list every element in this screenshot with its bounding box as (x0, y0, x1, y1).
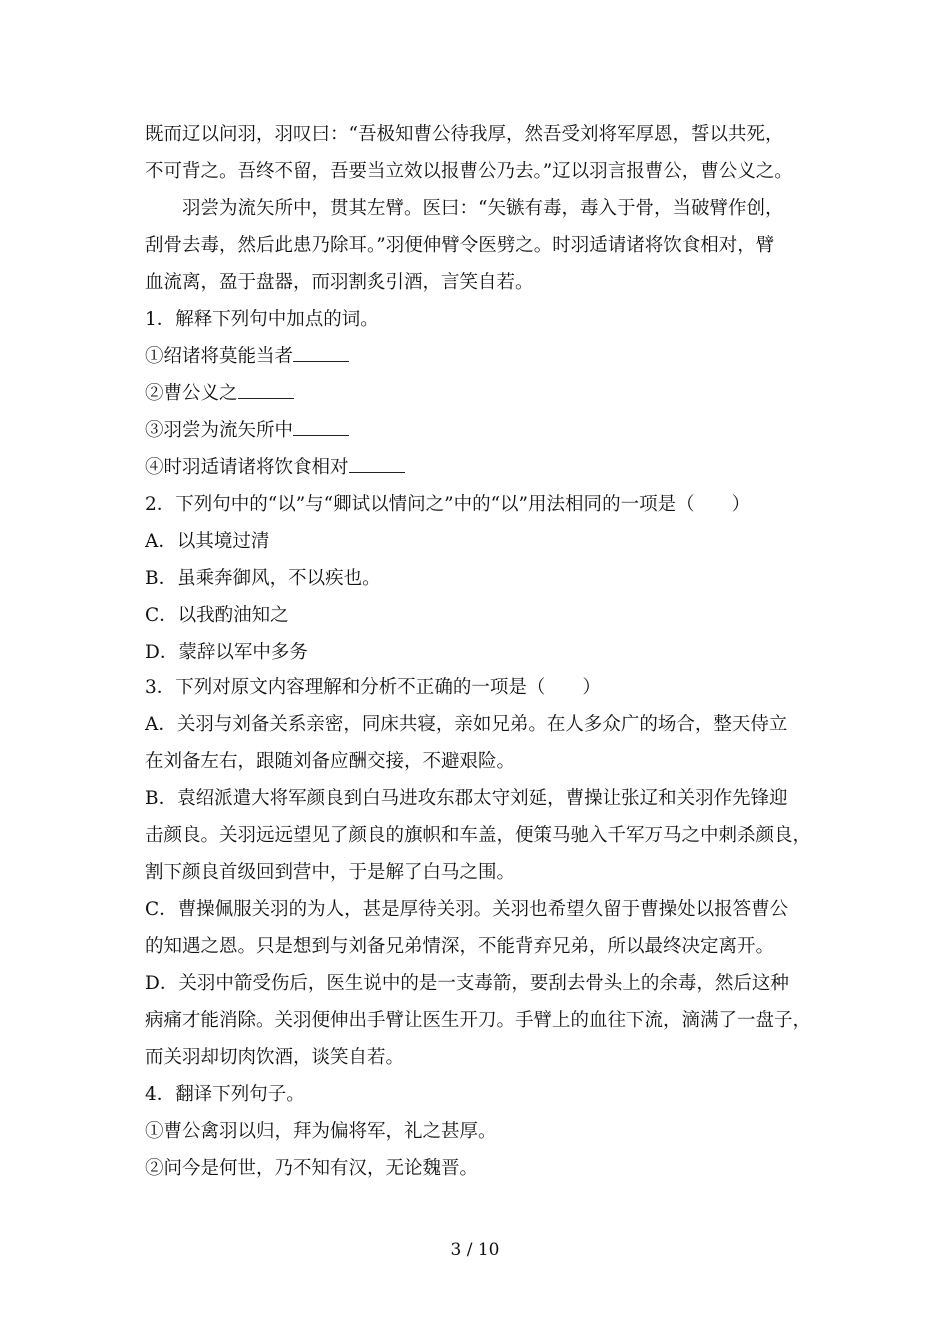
dotted-word: 确 (434, 669, 453, 706)
item-text: 者 (274, 346, 294, 367)
item-text: 流矢所中 (219, 420, 294, 441)
translate-sentence-2: ②问今是何世，乃不知有汉，无论魏晋。 (145, 1158, 479, 1179)
option-c: C．以我酌油知之 (145, 605, 289, 626)
dotted-word: 为 (201, 412, 220, 449)
option-a-continued: 在刘备左右，跟随刘备应酬交接，不避艰险。 (145, 751, 516, 772)
question-text: 3．下列对原文内容理解和分析 (145, 677, 398, 698)
dotted-word: 相 (565, 486, 584, 523)
question-text: 的一项是（ ） (452, 677, 601, 698)
question-text: 的一项是（ ） (602, 494, 751, 515)
translate-sentence-1: ①曹公禽羽以归，拜为偏将军，礼之甚厚。 (145, 1121, 497, 1142)
option-b-continued: 割下颜良首级回到营中，于是解了白马之围。 (145, 862, 516, 883)
item-text: 之 (219, 383, 238, 404)
dotted-word: 同 (584, 486, 603, 523)
item-text: ③羽尝 (145, 420, 201, 441)
question-1-item-2 (145, 375, 813, 412)
dotted-word: 不 (397, 669, 416, 706)
question-3-title (145, 669, 813, 706)
passage-line: 刮骨去毒，然后此患乃除耳。”羽便伸臂令医劈之。时羽适请诸将饮食相对，臂 (145, 235, 775, 256)
answer-blank[interactable] (293, 339, 349, 362)
passage-line: 羽尝为流矢所中，贯其左臂。医曰：“矢镞有毒，毒入于骨，当破臂作创， (182, 198, 784, 219)
passage-line: 血流离，盈于盘器，而羽割炙引酒，言笑自若。 (145, 272, 534, 293)
option-d-continued: 病痛才能消除。关羽便伸出手臂让医生开刀。手臂上的血往下流，滴满了一盘子， (145, 1010, 812, 1031)
passage-line: 既而辽以问羽，羽叹曰：“吾极知曹公待我厚，然吾受刘将军厚恩，誓以共死， (145, 124, 784, 145)
option-a: A．以其境过清 (145, 531, 270, 552)
option-c: C．曹操佩服关羽的为人，甚是厚待关羽。关羽也希望久留于曹操处以报答曹公 (145, 899, 789, 920)
question-2-title (145, 486, 813, 523)
option-b: B．袁绍派遣大将军颜良到白马进攻东郡太守刘延，曹操让张辽和关羽作先锋迎 (145, 788, 788, 809)
option-b-continued: 击颜良。关羽远远望见了颜良的旗帜和车盖，便策马驰入千军万马之中刺杀颜良， (145, 825, 812, 846)
question-4-title: 4．翻译下列句子。 (145, 1084, 305, 1105)
answer-blank[interactable] (238, 376, 294, 399)
option-a: A．关羽与刘备关系亲密，同床共寝，亲如兄弟。在人多众广的场合，整天侍立 (145, 714, 788, 735)
option-d-continued: 而关羽却切肉饮酒，谈笑自若。 (145, 1047, 405, 1068)
item-text: 请诸将饮食相对 (219, 457, 349, 478)
question-1-item-1 (145, 338, 813, 375)
question-1-item-3 (145, 412, 813, 449)
dotted-word: 正 (416, 669, 435, 706)
question-1-title: 1．解释下列句中加点的词。 (145, 309, 379, 330)
page-number: 3 / 10 (450, 1240, 500, 1260)
passage-line: 不可背之。吾终不留，吾要当立效以报曹公乃去。”辽以羽言报曹公，曹公义之。 (145, 161, 793, 182)
dotted-word: 义 (201, 375, 220, 412)
option-b: B．虽乘奔御风，不以疾也。 (145, 568, 381, 589)
dotted-word: 适 (201, 449, 220, 486)
item-text: ①绍诸将莫能 (145, 346, 257, 367)
dotted-word: 当 (256, 338, 275, 375)
question-1-item-4 (145, 449, 813, 486)
item-text: ②曹公 (145, 383, 201, 404)
answer-blank[interactable] (349, 450, 405, 473)
document-body (145, 116, 813, 1187)
option-c-continued: 的知遇之恩。只是想到与刘备兄弟情深，不能背弃兄弟，所以最终决定离开。 (145, 936, 775, 957)
option-d: D．关羽中箭受伤后，医生说中的是一支毒箭，要刮去骨头上的余毒，然后这种 (145, 973, 789, 994)
answer-blank[interactable] (293, 413, 349, 436)
item-text: ④时羽 (145, 457, 201, 478)
question-text: 2．下列句中的“以”与“卿试以情问之”中的“以”用法 (145, 494, 566, 515)
option-d: D．蒙辞以军中多务 (145, 642, 308, 663)
